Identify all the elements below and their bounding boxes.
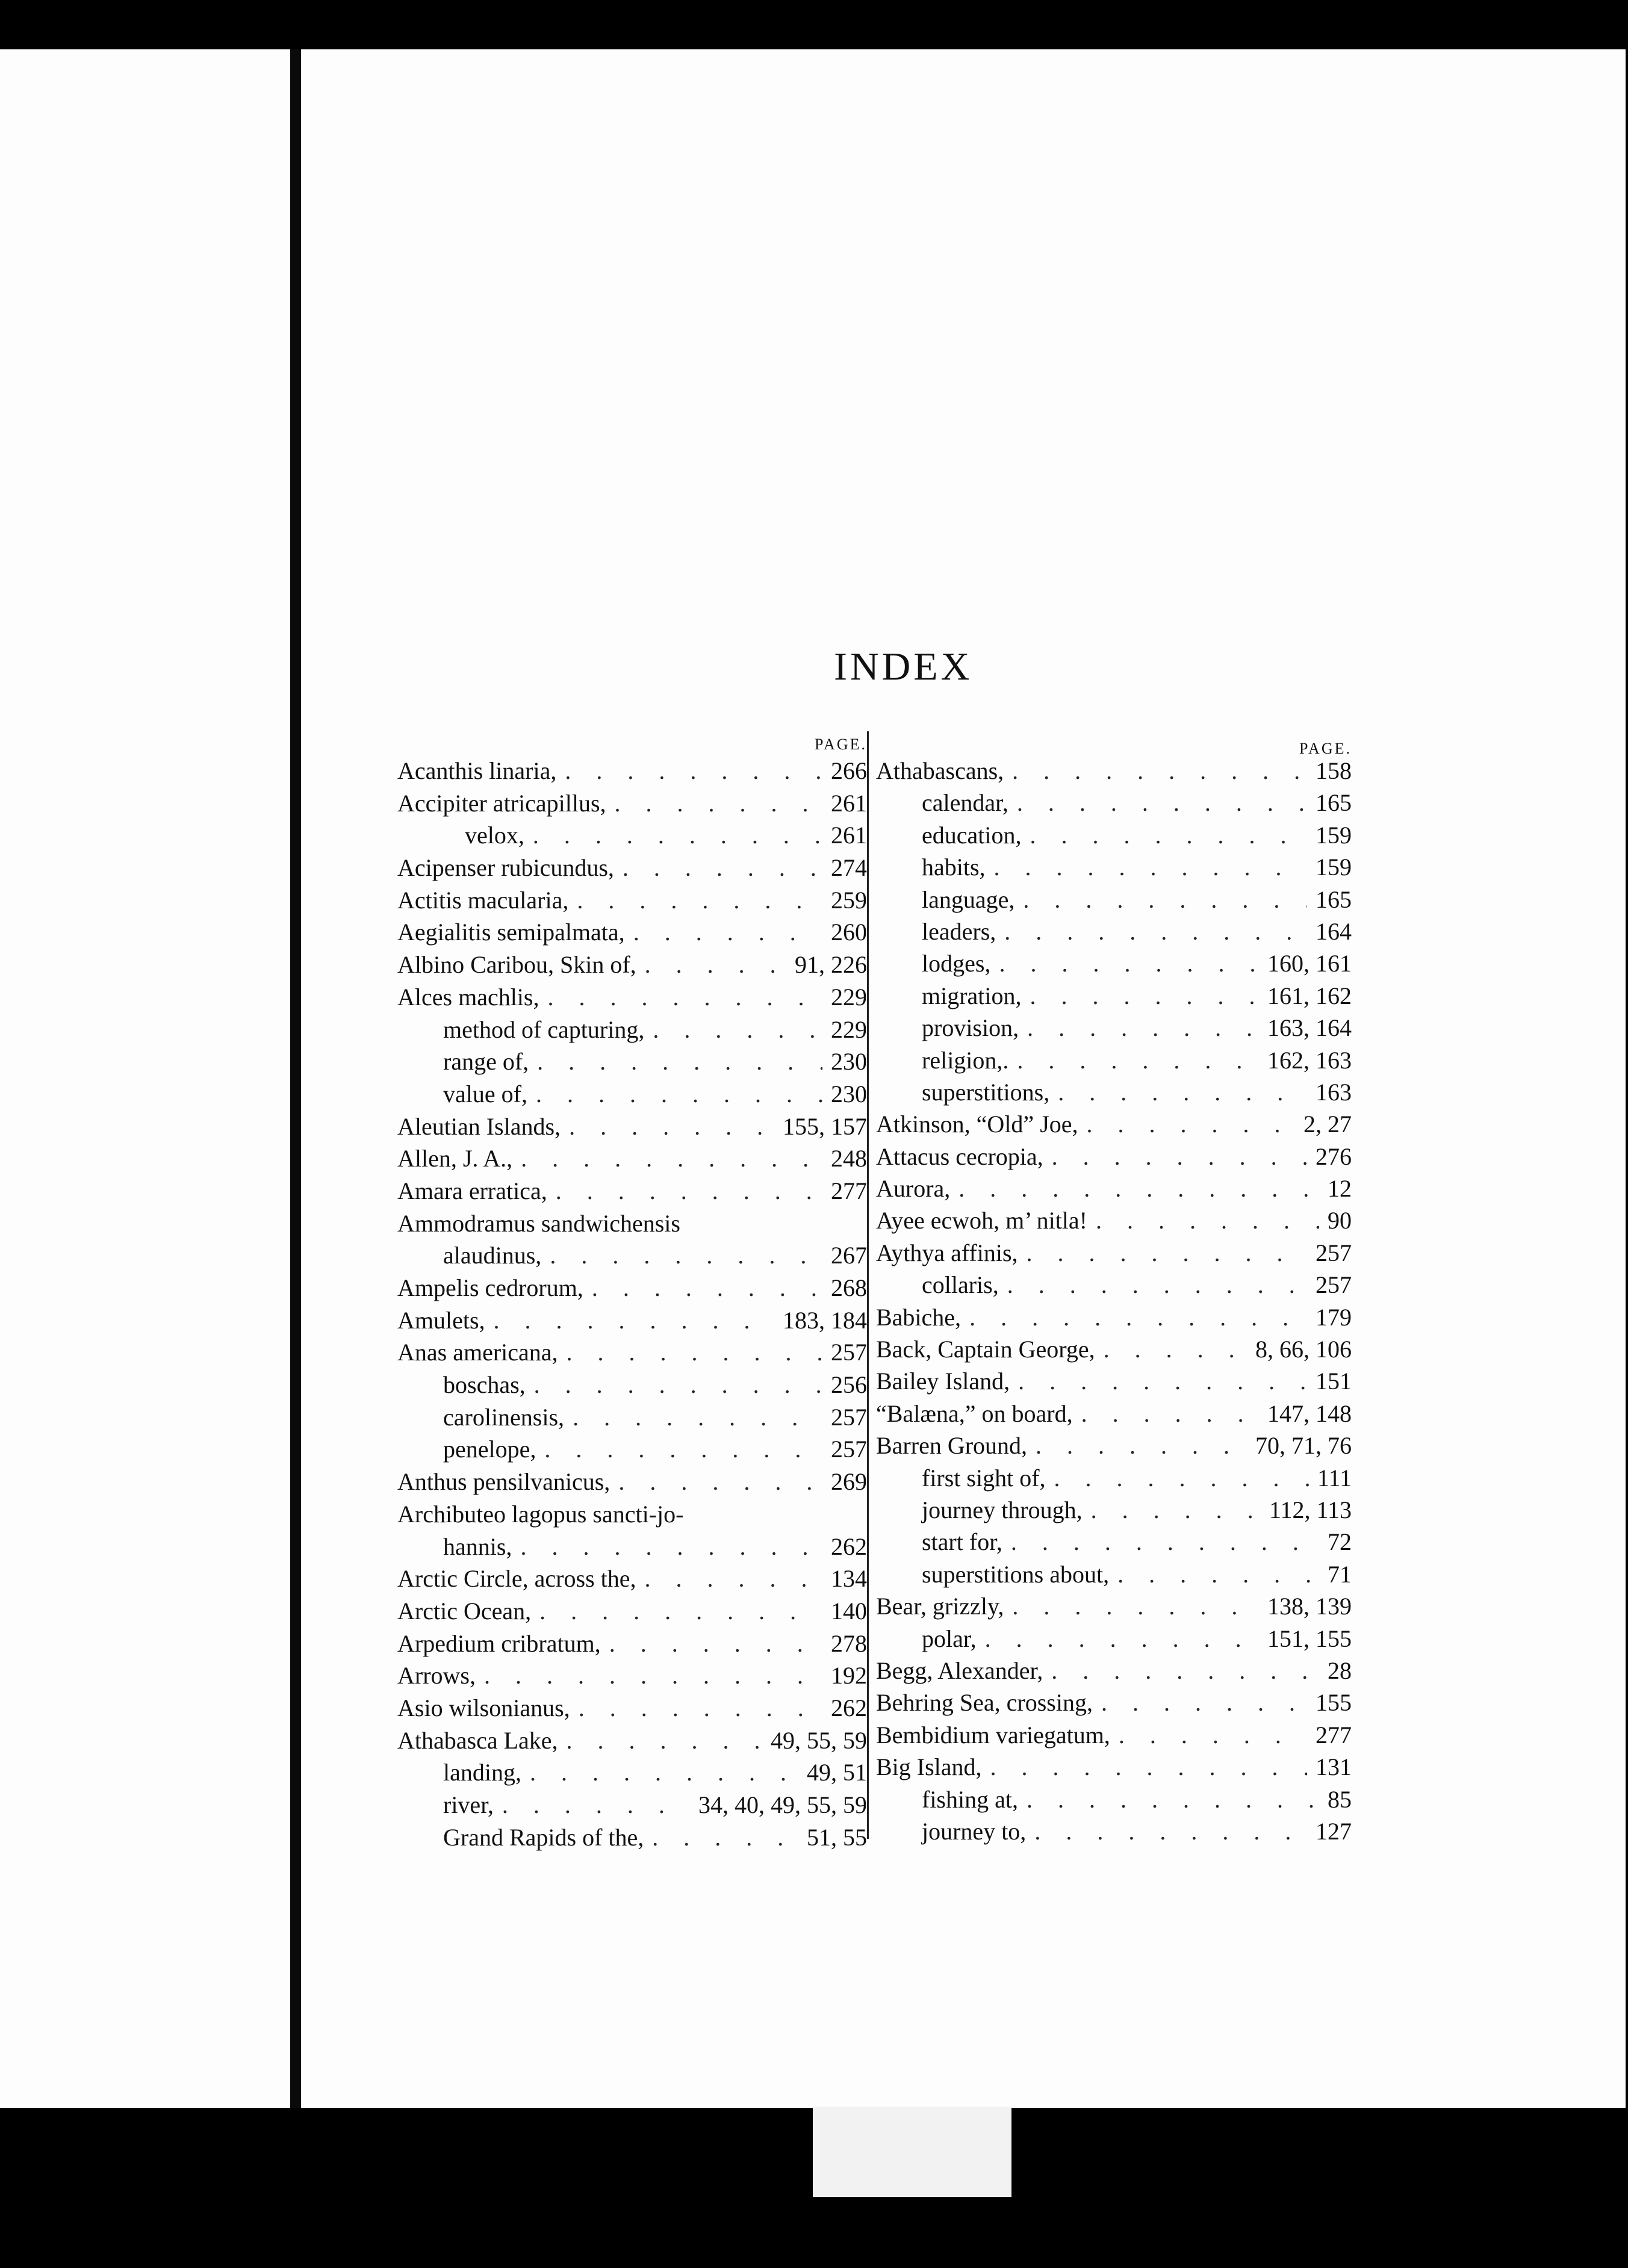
leader-dots — [990, 1751, 1307, 1783]
leader-dots — [1101, 1687, 1307, 1718]
entry-label: journey through, — [922, 1496, 1083, 1523]
entry-pages: 111 — [1317, 1464, 1352, 1492]
index-entry — [397, 1336, 867, 1369]
leader-dots — [544, 1433, 822, 1466]
entry-label: method of capturing, — [443, 1015, 645, 1043]
leader-dots — [1096, 1204, 1319, 1236]
entry-label: education, — [922, 821, 1022, 849]
index-column-left — [397, 734, 867, 1853]
index-entry — [876, 980, 1352, 1012]
entry-pages: 257 — [831, 1339, 867, 1366]
entry-pages: 164 — [1316, 917, 1352, 945]
entry-pages: 134 — [831, 1565, 867, 1593]
index-entry — [397, 1401, 867, 1434]
index-entry — [397, 1563, 867, 1595]
page-tab — [813, 2107, 1011, 2197]
leader-dots — [1030, 980, 1259, 1012]
entry-pages: 49, 51 — [807, 1759, 867, 1786]
leader-dots — [539, 1595, 822, 1628]
index-entry — [876, 1590, 1352, 1622]
entry-pages: 230 — [831, 1080, 867, 1108]
entry-label: first sight of, — [922, 1464, 1046, 1492]
entry-label: journey to, — [922, 1817, 1027, 1845]
entry-pages: 90 — [1328, 1207, 1352, 1235]
entry-label: Barren Ground, — [876, 1432, 1028, 1460]
entry-label: Anthus pensilvanicus, — [397, 1468, 610, 1496]
leader-dots — [1051, 1655, 1319, 1687]
entry-pages: 179 — [1316, 1303, 1352, 1331]
entry-label: fishing at, — [922, 1785, 1018, 1813]
index-entry — [397, 1239, 867, 1272]
entry-pages: 229 — [831, 1015, 867, 1043]
column-divider — [867, 731, 869, 1839]
leader-dots — [1023, 884, 1307, 916]
index-entry — [876, 1012, 1352, 1044]
leader-dots — [985, 1623, 1259, 1655]
entry-label: Aleutian Islands, — [397, 1112, 561, 1140]
entry-pages: 12 — [1328, 1175, 1352, 1203]
entry-pages: 163, 164 — [1267, 1014, 1352, 1042]
index-entry — [397, 1175, 867, 1207]
leader-dots — [1091, 1494, 1261, 1526]
leader-dots — [958, 1173, 1319, 1204]
index-entry — [876, 1526, 1352, 1558]
entry-label: religion,. — [922, 1046, 1009, 1074]
entry-pages: 151 — [1316, 1368, 1352, 1395]
index-entry — [397, 1789, 867, 1821]
entry-pages: 261 — [831, 822, 867, 849]
leader-dots — [521, 1142, 822, 1175]
leader-dots — [652, 1821, 798, 1854]
left-blank-page — [0, 49, 290, 2108]
entry-pages: 51, 55 — [807, 1823, 867, 1851]
index-entry — [876, 819, 1352, 851]
entry-label: Allen, J. A., — [397, 1145, 513, 1173]
entry-pages: 112, 113 — [1269, 1496, 1352, 1523]
leader-dots — [653, 1014, 822, 1046]
index-entry — [876, 1719, 1352, 1751]
leader-dots — [1052, 1141, 1307, 1173]
entry-pages: 163 — [1316, 1078, 1352, 1106]
entry-label: carolinensis, — [443, 1403, 565, 1431]
leader-dots — [969, 1301, 1307, 1333]
leader-dots — [645, 949, 786, 981]
entry-pages: 155 — [1316, 1689, 1352, 1717]
leader-dots — [1119, 1719, 1307, 1751]
entry-label: Ayee ecwoh, m’ nitla! — [876, 1207, 1087, 1235]
entry-pages: 277 — [1316, 1721, 1352, 1749]
entry-label: Anas americana, — [397, 1339, 558, 1366]
entry-pages: 70, 71, 76 — [1255, 1432, 1352, 1460]
entry-label: Back, Captain George, — [876, 1336, 1095, 1363]
entry-pages: 160, 161 — [1267, 950, 1352, 978]
index-entry — [876, 1494, 1352, 1526]
entry-label: range of, — [443, 1048, 529, 1076]
entry-label: Arctic Ocean, — [397, 1597, 532, 1625]
index-entry — [397, 1498, 867, 1531]
entry-pages: 267 — [831, 1242, 867, 1269]
leader-dots — [1058, 1076, 1307, 1108]
page-column-heading: PAGE. — [814, 736, 867, 753]
leader-dots — [1011, 1526, 1319, 1558]
leader-dots — [537, 1046, 822, 1078]
entry-label: lodges, — [922, 950, 991, 978]
leader-dots — [567, 1336, 822, 1369]
index-entry — [397, 1272, 867, 1304]
entry-pages: 257 — [1316, 1239, 1352, 1266]
entry-label: calendar, — [922, 789, 1008, 817]
index-entry — [397, 1078, 867, 1111]
leader-dots — [556, 1175, 822, 1207]
entry-pages: 269 — [831, 1468, 867, 1496]
leader-dots — [494, 1304, 774, 1337]
leader-dots — [1081, 1398, 1259, 1430]
entry-label: Aurora, — [876, 1175, 951, 1203]
index-entry — [876, 1623, 1352, 1655]
entry-label: “Balæna,” on board, — [876, 1399, 1073, 1427]
entry-pages: 140 — [831, 1597, 867, 1625]
leader-dots — [484, 1659, 822, 1692]
leader-dots — [569, 1111, 774, 1143]
index-entry — [397, 1207, 867, 1240]
leader-dots — [1012, 1590, 1259, 1622]
entry-pages: 71 — [1328, 1560, 1352, 1588]
index-entry — [397, 1659, 867, 1692]
index-entry — [876, 1751, 1352, 1783]
index-entries-right — [876, 755, 1352, 1847]
leader-dots — [1004, 916, 1307, 947]
index-entry — [397, 1628, 867, 1660]
index-entry — [397, 1369, 867, 1401]
entry-pages: 266 — [831, 757, 867, 784]
entry-label: Bailey Island, — [876, 1368, 1010, 1395]
entry-label: habits, — [922, 854, 986, 881]
entry-pages: 230 — [831, 1048, 867, 1076]
entry-label: Babiche, — [876, 1303, 962, 1331]
entry-pages: 259 — [831, 886, 867, 914]
index-entry — [397, 1142, 867, 1175]
entry-pages: 278 — [831, 1629, 867, 1657]
leader-dots — [536, 1078, 822, 1111]
leader-dots — [534, 1369, 822, 1401]
entry-label: superstitions, — [922, 1078, 1050, 1106]
index-entry — [397, 916, 867, 949]
index-entry — [876, 787, 1352, 819]
index-entry — [876, 1076, 1352, 1108]
entry-label: provision, — [922, 1014, 1019, 1042]
index-entry — [397, 1756, 867, 1789]
index-entry — [876, 1462, 1352, 1494]
index-entry — [876, 884, 1352, 916]
entry-label: collaris, — [922, 1271, 999, 1299]
entry-label: velox, — [465, 822, 524, 849]
entry-label: alaudinus, — [443, 1242, 542, 1269]
entry-pages: 147, 148 — [1267, 1399, 1352, 1427]
leader-dots — [1012, 755, 1307, 787]
leader-dots — [520, 1531, 822, 1563]
entry-pages: 257 — [1316, 1271, 1352, 1299]
leader-dots — [502, 1789, 690, 1821]
entry-label: penelope, — [443, 1436, 536, 1463]
entry-label: boschas, — [443, 1371, 526, 1399]
entry-label: Athabasca Lake, — [397, 1726, 558, 1754]
entry-pages: 127 — [1316, 1817, 1352, 1845]
index-entry — [397, 1595, 867, 1628]
index-entry — [876, 1430, 1352, 1461]
index-entry — [876, 1398, 1352, 1430]
entry-pages: 159 — [1316, 854, 1352, 881]
index-entry — [397, 1821, 867, 1854]
leader-dots — [1036, 1430, 1247, 1461]
entry-label: Aegialitis semipalmata, — [397, 919, 625, 946]
entry-pages: 274 — [831, 854, 867, 882]
entry-label: value of, — [443, 1080, 527, 1108]
index-entry — [397, 884, 867, 917]
entry-pages: 131 — [1316, 1753, 1352, 1781]
entry-label: Arrows, — [397, 1662, 476, 1690]
entry-label: leaders, — [922, 917, 996, 945]
entry-label: Bear, grizzly, — [876, 1593, 1004, 1620]
entry-pages: 162, 163 — [1267, 1046, 1352, 1074]
index-entry — [397, 1724, 867, 1757]
leader-dots — [1117, 1558, 1319, 1590]
index-entry — [876, 1237, 1352, 1269]
entry-label: Albino Caribou, Skin of, — [397, 951, 636, 979]
leader-dots — [609, 1628, 822, 1660]
entry-pages: 155, 157 — [783, 1112, 867, 1140]
leader-dots — [1027, 1012, 1259, 1044]
entry-label: Acanthis linaria, — [397, 757, 557, 784]
entry-pages: 262 — [831, 1694, 867, 1721]
entry-pages: 183, 184 — [783, 1306, 867, 1334]
entry-pages: 229 — [831, 983, 867, 1011]
index-entry — [397, 1433, 867, 1466]
index-entry — [397, 1531, 867, 1563]
entry-pages: 276 — [1316, 1142, 1352, 1170]
entry-label: Amulets, — [397, 1306, 485, 1334]
leader-dots — [548, 981, 823, 1014]
entry-label: Asio wilsonianus, — [397, 1694, 570, 1721]
index-entry — [876, 851, 1352, 883]
index-entry — [876, 1141, 1352, 1173]
entry-label: Actitis macularia, — [397, 886, 569, 914]
entry-label: Athabascans, — [876, 757, 1004, 784]
leader-dots — [1017, 1044, 1259, 1076]
index-entries-left — [397, 755, 867, 1853]
book-gutter — [290, 49, 301, 2108]
leader-dots — [1017, 787, 1307, 819]
index-entry — [876, 1044, 1352, 1076]
entry-label: language, — [922, 885, 1015, 913]
entry-pages: 256 — [831, 1371, 867, 1399]
index-entry — [397, 1111, 867, 1143]
entry-pages: 159 — [1316, 821, 1352, 849]
entry-label: Behring Sea, crossing, — [876, 1689, 1093, 1717]
index-entry — [397, 1692, 867, 1724]
entry-pages: 248 — [831, 1145, 867, 1173]
leader-dots — [567, 1724, 762, 1757]
index-entry — [876, 1365, 1352, 1397]
entry-pages: 8, 66, 106 — [1255, 1336, 1352, 1363]
leader-dots — [530, 1756, 798, 1789]
index-entry — [876, 1204, 1352, 1236]
entry-label: river, — [443, 1791, 494, 1818]
page-column-heading: PAGE. — [1299, 740, 1352, 757]
entry-label: Bembidium variegatum, — [876, 1721, 1110, 1749]
index-entry — [397, 819, 867, 852]
entry-pages: 34, 40, 49, 55, 59 — [698, 1791, 867, 1818]
entry-pages: 277 — [831, 1177, 867, 1204]
index-entry — [876, 1783, 1352, 1815]
index-entry — [876, 1301, 1352, 1333]
index-entry — [876, 1173, 1352, 1204]
entry-label: hannis, — [443, 1532, 512, 1560]
entry-pages: 165 — [1316, 885, 1352, 913]
entry-label: Begg, Alexander, — [876, 1656, 1043, 1684]
entry-pages: 262 — [831, 1532, 867, 1560]
leader-dots — [1054, 1462, 1309, 1494]
leader-dots — [1087, 1108, 1295, 1140]
index-entry — [876, 1558, 1352, 1590]
index-entry — [397, 949, 867, 981]
entry-label: landing, — [443, 1759, 521, 1786]
leader-dots — [645, 1563, 822, 1595]
leader-dots — [565, 755, 822, 787]
index-entry — [397, 1466, 867, 1498]
entry-label: Arpedium cribratum, — [397, 1629, 601, 1657]
entry-label: Atkinson, “Old” Joe, — [876, 1111, 1078, 1138]
leader-dots — [615, 787, 822, 820]
page-title: INDEX — [834, 645, 973, 689]
index-entry — [876, 947, 1352, 979]
entry-label: polar, — [922, 1625, 977, 1652]
index-entry — [876, 1655, 1352, 1687]
entry-label: Grand Rapids of the, — [443, 1823, 644, 1851]
entry-pages: 158 — [1316, 757, 1352, 784]
leader-dots — [1030, 819, 1308, 851]
entry-pages: 165 — [1316, 789, 1352, 817]
entry-label: migration, — [922, 982, 1022, 1009]
entry-pages: 151, 155 — [1267, 1625, 1352, 1652]
leader-dots — [999, 947, 1259, 979]
entry-label: Accipiter atricapillus, — [397, 789, 606, 817]
entry-label: superstitions about, — [922, 1560, 1110, 1588]
index-entry — [397, 1304, 867, 1337]
entry-label: Arctic Circle, across the, — [397, 1565, 636, 1593]
entry-label: Ampelis cedrorum, — [397, 1274, 583, 1301]
entry-label: Amara erratica, — [397, 1177, 547, 1204]
leader-dots — [550, 1239, 822, 1272]
index-entry — [397, 1046, 867, 1078]
leader-dots — [1007, 1269, 1307, 1301]
entry-pages: 91, 226 — [795, 951, 867, 979]
index-entry — [397, 755, 867, 787]
entry-label: Aythya affinis, — [876, 1239, 1018, 1266]
leader-dots — [633, 916, 822, 949]
leader-dots — [1018, 1365, 1307, 1397]
leader-dots — [579, 1692, 822, 1724]
leader-dots — [1034, 1815, 1307, 1847]
index-entry — [397, 852, 867, 884]
index-entry — [876, 1333, 1352, 1365]
index-entry — [876, 916, 1352, 947]
entry-pages: 261 — [831, 789, 867, 817]
leader-dots — [1027, 1237, 1307, 1269]
index-column-right — [876, 734, 1352, 1847]
index-entry — [397, 787, 867, 820]
entry-label: Attacus cecropia, — [876, 1142, 1043, 1170]
entry-pages: 28 — [1328, 1656, 1352, 1684]
leader-dots — [577, 884, 822, 917]
leader-dots — [618, 1466, 822, 1498]
leader-dots — [623, 852, 822, 884]
entry-label: Alces machlis, — [397, 983, 539, 1011]
entry-label: Big Island, — [876, 1753, 982, 1781]
entry-pages: 268 — [831, 1274, 867, 1301]
entry-pages: 161, 162 — [1267, 982, 1352, 1009]
entry-label: Ammodramus sandwichensis — [397, 1209, 680, 1237]
leader-dots — [1027, 1783, 1319, 1815]
leader-dots — [994, 851, 1307, 883]
index-entry — [876, 755, 1352, 787]
index-entry — [876, 1269, 1352, 1301]
entry-pages: 49, 55, 59 — [771, 1726, 867, 1754]
entry-pages: 260 — [831, 919, 867, 946]
entry-label: Acipenser rubicundus, — [397, 854, 614, 882]
entry-pages: 192 — [831, 1662, 867, 1690]
entry-pages: 85 — [1328, 1785, 1352, 1813]
entry-pages: 257 — [831, 1436, 867, 1463]
entry-pages: 72 — [1328, 1528, 1352, 1556]
index-entry — [397, 981, 867, 1014]
entry-label: start for, — [922, 1528, 1002, 1556]
entry-pages: 2, 27 — [1303, 1111, 1352, 1138]
index-entry — [876, 1108, 1352, 1140]
entry-pages: 138, 139 — [1267, 1593, 1352, 1620]
index-entry — [876, 1815, 1352, 1847]
index-entry — [397, 1014, 867, 1046]
leader-dots — [592, 1272, 822, 1304]
index-entry — [876, 1687, 1352, 1718]
entry-pages: 257 — [831, 1403, 867, 1431]
leader-dots — [533, 819, 822, 852]
entry-label: Archibuteo lagopus sancti-jo- — [397, 1500, 684, 1528]
leader-dots — [1104, 1333, 1247, 1365]
leader-dots — [573, 1401, 822, 1434]
